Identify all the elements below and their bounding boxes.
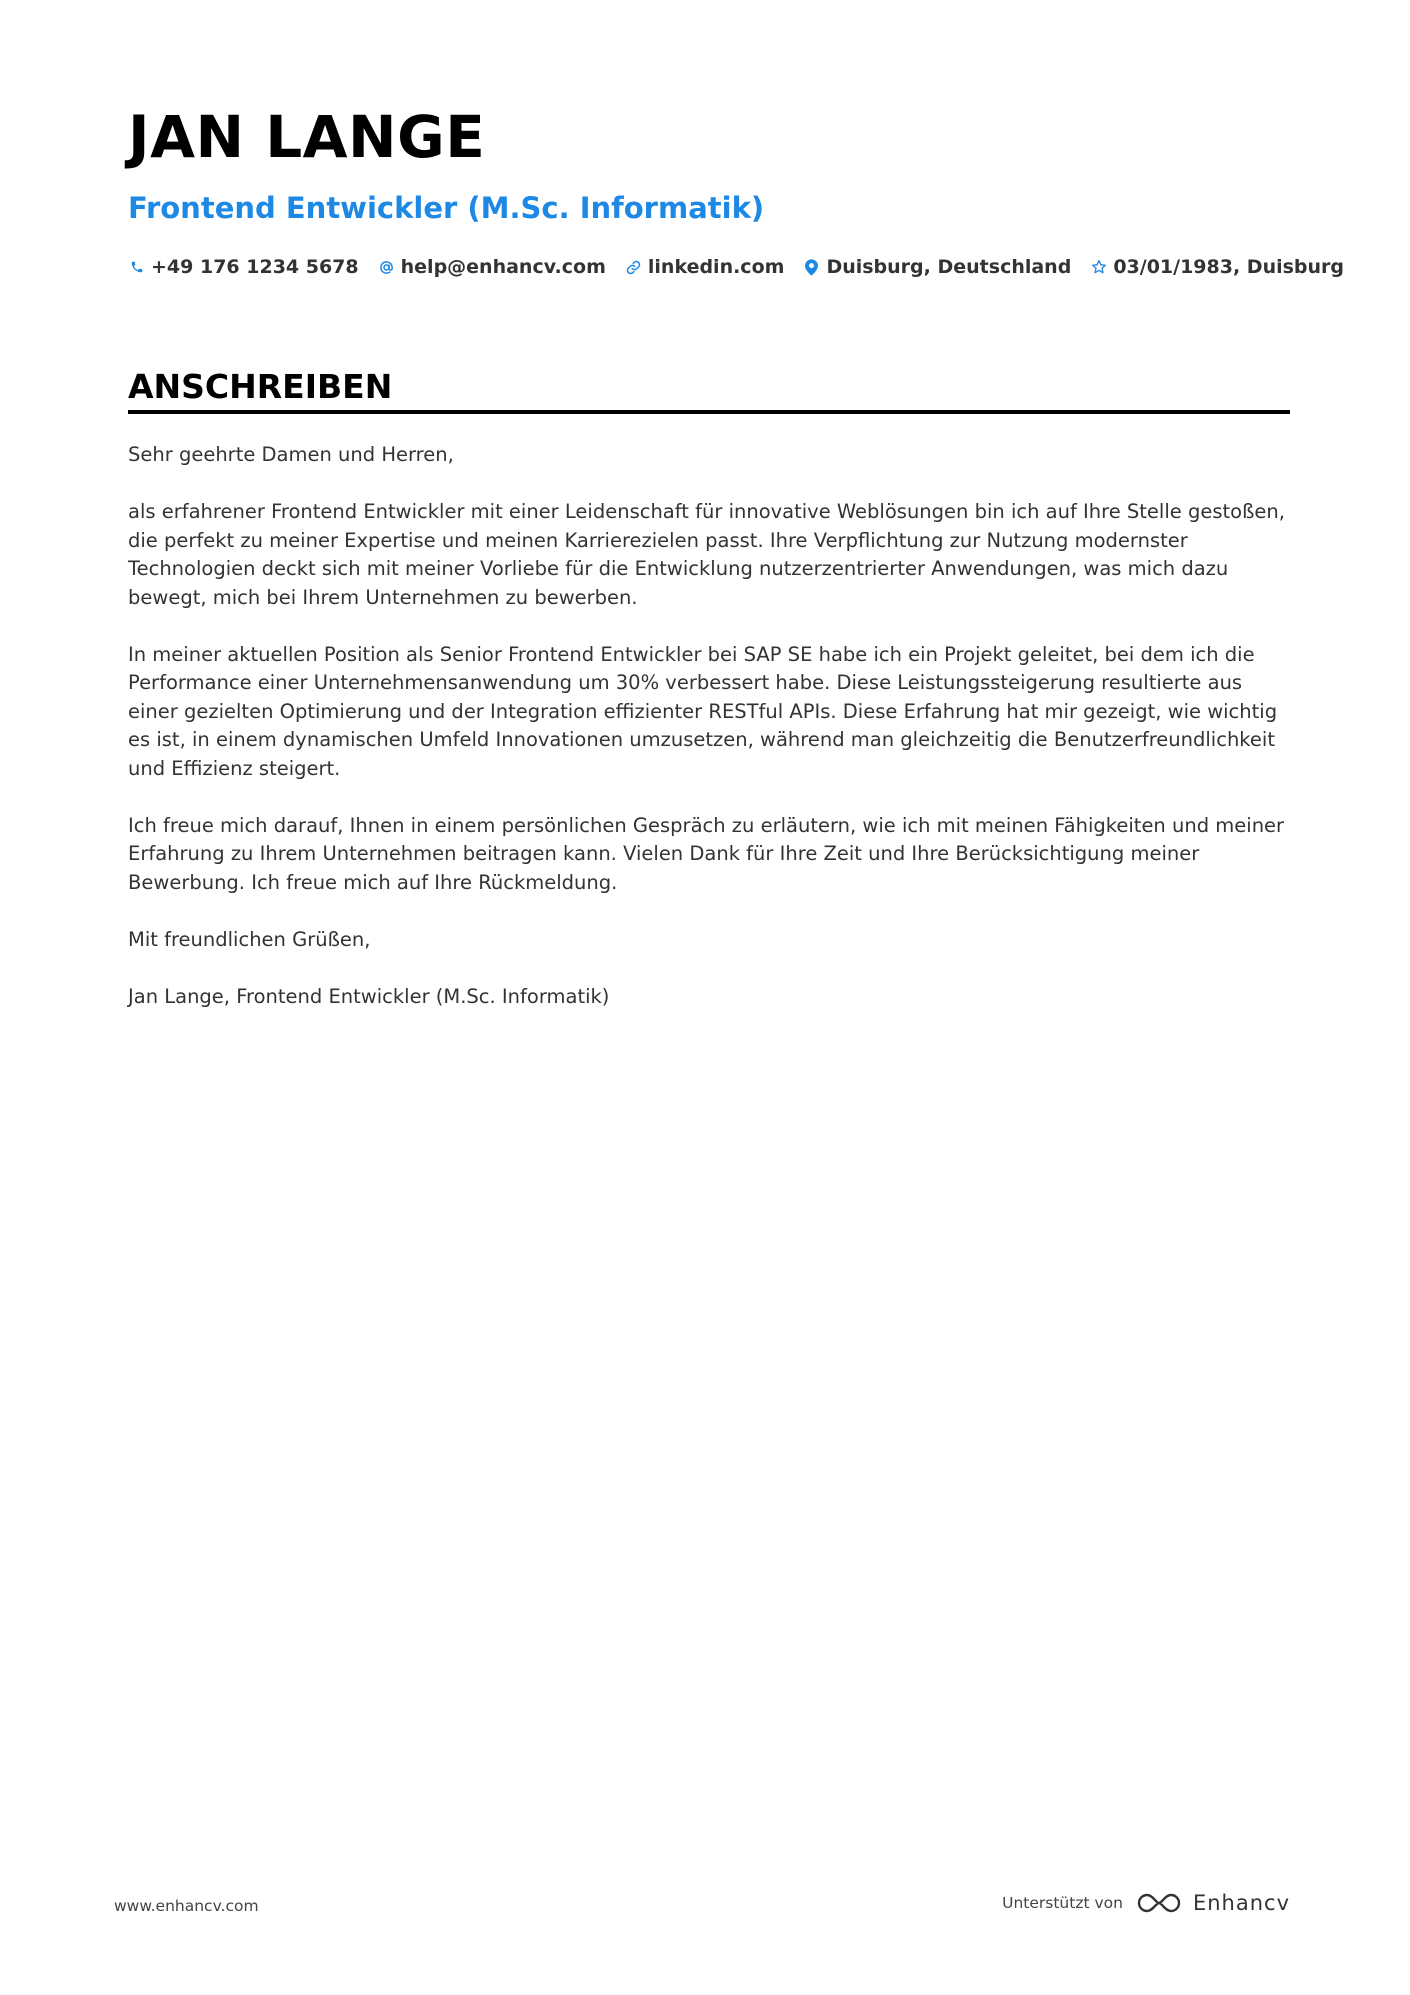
letter-paragraph: Ich freue mich darauf, Ihnen in einem persönlichen Gespräch zu erläutern, wie ich mit meinen Fähigkeiten und meiner Erfahrung zu Ihrem Unternehmen beitragen kann. Vielen Dank für Ihre Zeit und Ihre Berücksichtigung meiner Bewerbung. Ich freue mich auf Ihre Rückmeldung.: [128, 813, 1285, 894]
contact-phone: [128, 256, 359, 278]
contact-location: [803, 256, 1071, 278]
contact-phone-text: +49 176 1234 5678: [151, 256, 359, 278]
at-sign-icon: [378, 257, 395, 277]
contact-birth: [1090, 256, 1344, 278]
letter-paragraph: als erfahrener Frontend Entwickler mit einer Leidenschaft für innovative Weblösungen bin ich auf Ihre Stelle gestoßen, die perfekt zu meiner Expertise und meinen Karrierezielen passt. Ihre Verpflichtung zur Nutzung modernster Technologien deckt sich mit meiner Vorliebe für die Entwicklung nutzerzentrierter Anwendungen, was mich dazu bewegt, mich bei Ihrem Unternehmen zu bewerben.: [128, 500, 1285, 609]
brand-name: Enhancv: [1192, 1891, 1290, 1915]
phone-icon: [128, 257, 145, 277]
enhancv-logo-icon: [1135, 1890, 1183, 1916]
contact-birth-text: 03/01/1983, Duisburg: [1113, 256, 1345, 278]
letter-closing: Mit freundlichen Grüßen,: [128, 927, 371, 951]
letter-body: [128, 441, 1290, 1040]
contact-linkedin[interactable]: [625, 256, 785, 278]
contact-email[interactable]: [378, 256, 606, 278]
letter-salutation: Sehr geehrte Damen und Herren,: [128, 443, 454, 466]
applicant-headline: Frontend Entwickler (M.Sc. Informatik): [128, 191, 765, 225]
contact-bar: [128, 256, 1363, 278]
footer-website-link[interactable]: www.enhancv.com: [114, 1897, 259, 1915]
letter-signature: Jan Lange, Frontend Entwickler (M.Sc. Informatik): [128, 984, 610, 1008]
section-divider: [128, 410, 1290, 414]
contact-location-text: Duisburg, Deutschland: [826, 256, 1072, 278]
footer-branding[interactable]: [1002, 1890, 1290, 1916]
contact-linkedin-text: linkedin.com: [647, 256, 785, 278]
star-icon: [1090, 257, 1107, 277]
section-title: ANSCHREIBEN: [128, 367, 393, 406]
letter-paragraph: In meiner aktuellen Position als Senior Frontend Entwickler bei SAP SE habe ich ein Projekt geleitet, bei dem ich die Performance einer Unternehmensanwendung um 30% verbessert habe. Diese Leistungssteigerung resultierte aus einer gezielten Optimierung und der Integration effizienter RESTful APIs. Diese Erfahrung hat mir gezeigt, wie wichtig es ist, in einem dynamischen Umfeld Innovationen umzusetzen, während man gleichzeitig die Benutzerfreundlichkeit und Effizienz steigert.: [128, 642, 1278, 780]
link-icon: [625, 257, 642, 277]
powered-by-label: Unterstützt von: [1002, 1894, 1123, 1912]
applicant-name: JAN LANGE: [128, 103, 486, 171]
contact-email-text: help@enhancv.com: [400, 256, 606, 278]
location-pin-icon: [803, 257, 820, 277]
